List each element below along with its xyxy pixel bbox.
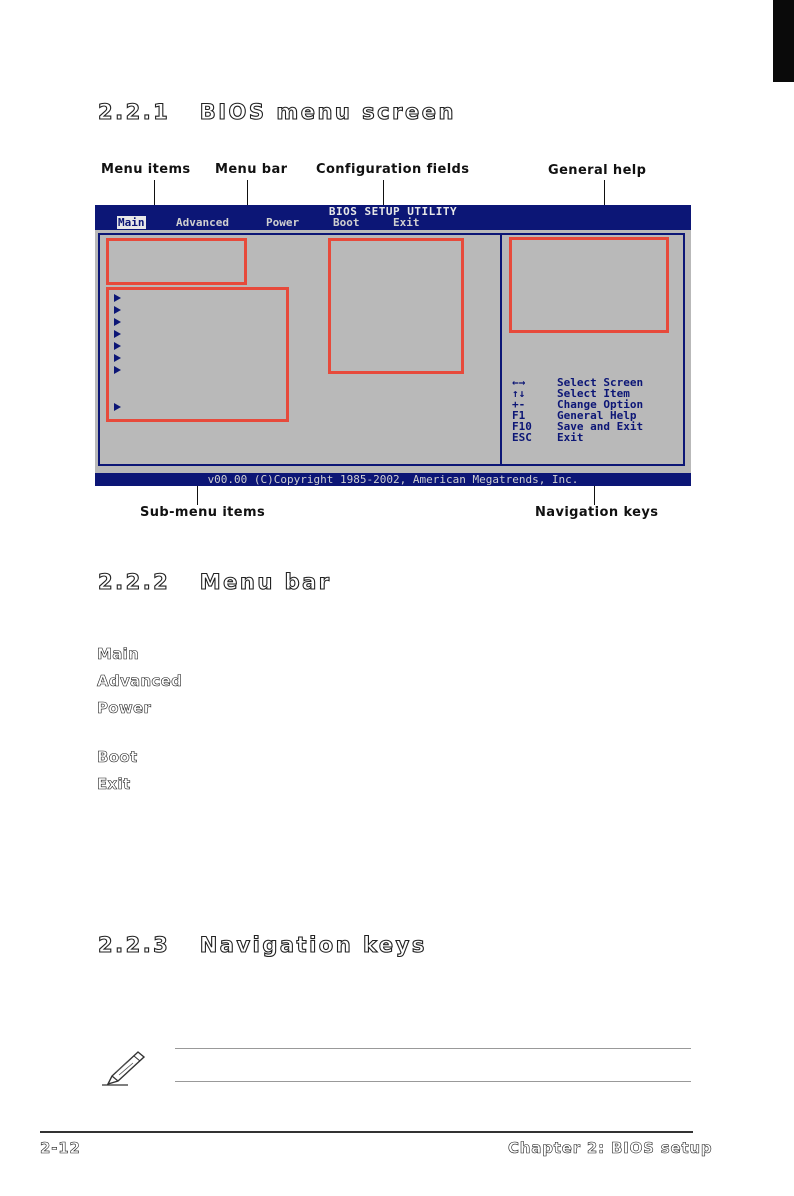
bios-top-bar <box>95 205 691 230</box>
bios-screenshot <box>95 205 691 486</box>
footer-page-number: 2-12 <box>40 1139 81 1157</box>
menu-bar-item-main: Main <box>97 645 140 663</box>
pen-note-icon <box>100 1048 150 1088</box>
nav-key-action: General Help <box>557 409 637 422</box>
highlight-configuration-fields <box>328 238 464 374</box>
bios-title: BIOS SETUP UTILITY <box>328 205 458 218</box>
bios-menu-exit: Exit <box>393 216 420 229</box>
nav-key: F10 <box>512 420 532 433</box>
nav-key: +- <box>512 398 526 411</box>
nav-key: ESC <box>512 431 532 444</box>
section-title-navigation-keys: 2.2.3 Navigation keys <box>98 933 427 957</box>
nav-key: ↑↓ <box>512 387 526 400</box>
bios-menu-advanced: Advanced <box>176 216 229 229</box>
menu-bar-item-power: Power <box>97 699 152 717</box>
callout-menu-items: Menu items <box>101 162 191 177</box>
bios-bottom-bar <box>95 473 691 486</box>
nav-key-action: Change Option <box>557 398 644 411</box>
bios-menu-main: Main <box>118 216 145 229</box>
menu-bar-item-boot: Boot <box>97 748 138 766</box>
callout-sub-menu-items: Sub-menu items <box>140 505 266 520</box>
page-tab-marker <box>773 0 794 82</box>
highlight-sub-menu-items <box>106 287 289 422</box>
footer-chapter: Chapter 2: BIOS setup <box>508 1139 713 1157</box>
nav-key-action: Select Item <box>557 387 630 400</box>
section-title-bios-menu-screen: 2.2.1 BIOS menu screen <box>98 100 456 124</box>
bios-divider <box>500 233 502 466</box>
callout-general-help: General help <box>548 163 647 178</box>
section-title-menu-bar: 2.2.2 Menu bar <box>98 570 332 594</box>
menu-bar-item-exit: Exit <box>97 775 131 793</box>
bios-copyright: v00.00 (C)Copyright 1985-2002, American Megatrends, Inc. <box>207 473 579 486</box>
note-rule-bottom <box>175 1081 691 1082</box>
bios-menu-boot: Boot <box>333 216 360 229</box>
nav-key: ←→ <box>512 376 526 389</box>
callout-configuration-fields: Configuration fields <box>316 162 470 177</box>
callout-menu-bar: Menu bar <box>215 162 288 177</box>
highlight-menu-items <box>106 238 247 285</box>
nav-key-action: Select Screen <box>557 376 644 389</box>
menu-bar-item-advanced: Advanced <box>97 672 183 690</box>
footer-rule <box>40 1131 693 1133</box>
nav-key: F1 <box>512 409 526 422</box>
nav-key-action: Exit <box>557 431 584 444</box>
note-rule-top <box>175 1048 691 1049</box>
nav-key-action: Save and Exit <box>557 420 644 433</box>
bios-menu-power: Power <box>266 216 300 229</box>
highlight-general-help <box>509 237 669 333</box>
callout-navigation-keys: Navigation keys <box>535 505 659 520</box>
